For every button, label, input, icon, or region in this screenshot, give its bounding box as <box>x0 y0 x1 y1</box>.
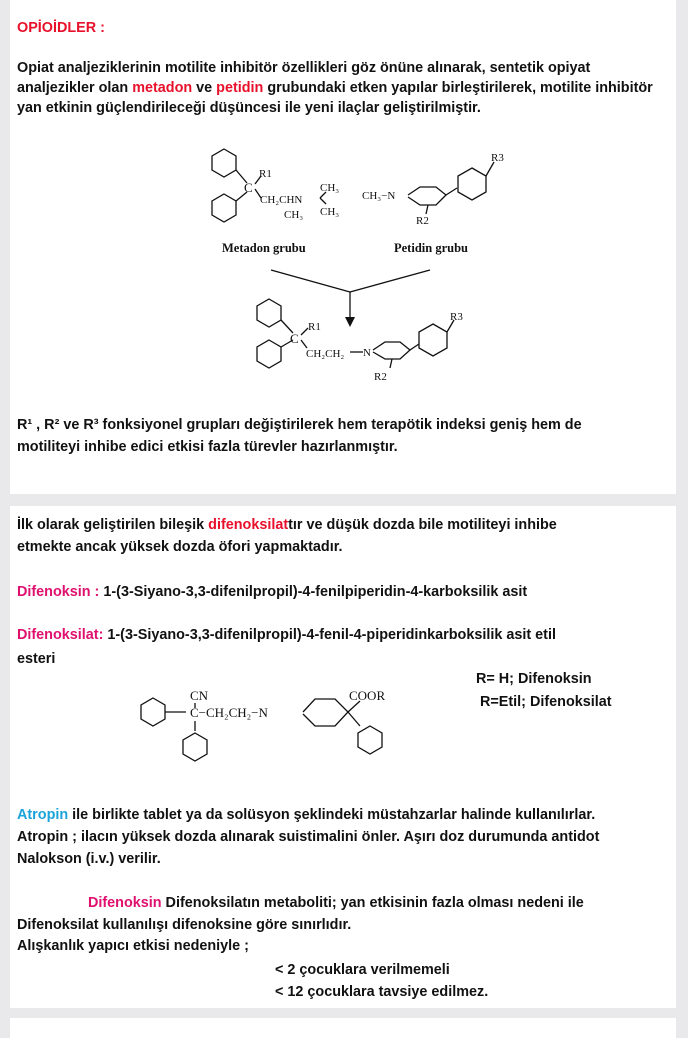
difenoksilat-definition: Difenoksilat: 1-(3-Siyano-3,3-difenilpropil)-4-fenil-4-piperidinkarboksilik asit etil <box>17 627 556 643</box>
difenoksin-label: Difenoksin : <box>17 584 100 600</box>
svg-text:COOR: COOR <box>349 688 386 703</box>
merge-arrow <box>271 270 430 327</box>
svg-text:R2: R2 <box>416 215 429 227</box>
svg-text:R1: R1 <box>259 168 272 180</box>
metabolite-line-2: Difenoksilat kullanılışı difenoksine göre sınırlıdır. <box>17 917 352 933</box>
atropin-highlight: Atropin <box>17 807 69 823</box>
svg-text:R2: R2 <box>374 371 387 383</box>
r-groups-line-1: R¹ , R² ve R³ fonksiyonel grupları değiştirilerek hem terapötik indeksi geniş hem de <box>17 417 582 433</box>
difenoksilat-structure <box>10 676 470 786</box>
svg-text:C: C <box>244 180 253 195</box>
intro-line-1: Opiat analjeziklerinin motilite inhibitör özellikleri göz önüne alınarak, sentetik opiyat <box>17 60 591 76</box>
svg-text:CH₃−N: CH₃−N <box>362 190 396 202</box>
svg-text:CH₂CH₂: CH₂CH₂ <box>306 348 345 360</box>
svg-text:CH₂CHN: CH₂CHN <box>260 194 303 206</box>
svg-text:R3: R3 <box>450 311 463 323</box>
svg-text:CH₃: CH₃ <box>320 206 340 218</box>
svg-text:CH₃: CH₃ <box>284 209 304 221</box>
r-groups-line-2: motiliteyi inhibe edici etkisi fazla türevler hazırlanmıştır. <box>17 439 398 455</box>
atropin-line-1: Atropin ile birlikte tablet ya da solüsyon şeklindeki müstahzarlar halinde kullanılırlar. <box>17 807 596 823</box>
svg-text:N: N <box>363 347 371 359</box>
atropin-line-2: Atropin ; ilacın yüksek dozda alınarak suistimalini önler. Aşırı doz durumunda antidot <box>17 829 600 845</box>
r-h-note: R= H; Difenoksin <box>476 671 592 687</box>
opioid-structure-diagram <box>10 140 676 390</box>
age-limit-1: < 2 çocuklara verilmemeli <box>275 962 450 978</box>
difenoksin-highlight: Difenoksin <box>88 895 162 911</box>
petidin-highlight: petidin <box>216 80 264 96</box>
difenoksilat-highlight: difenoksilat <box>208 517 289 533</box>
metadon-highlight: metadon <box>132 80 193 96</box>
next-card-edge <box>10 1018 676 1038</box>
metabolite-line-1: Difenoksin Difenoksilatın metaboliti; yan etkisinin fazla olması nedeni ile <box>88 895 584 911</box>
svg-text:CH₃: CH₃ <box>320 182 340 194</box>
opioid-card <box>10 0 676 494</box>
difenoksilat-card <box>10 506 676 1008</box>
petidin-label: Petidin grubu <box>394 241 468 255</box>
first-compound-line-1: İlk olarak geliştirilen bileşik difenoksilattır ve düşük dozda bile motiliteyi inhibe <box>17 517 557 533</box>
combined-structure <box>257 299 463 383</box>
habit-line: Alışkanlık yapıcı etkisi nedeniyle ; <box>17 938 249 954</box>
difenoksin-definition: Difenoksin : 1-(3-Siyano-3,3-difenilpropil)-4-fenilpiperidin-4-karboksilik asit <box>17 584 528 600</box>
svg-text:R1: R1 <box>308 321 321 333</box>
difenoksilat-definition-cont: esteri <box>17 651 56 667</box>
svg-text:C: C <box>290 331 299 346</box>
difenoksilat-label: Difenoksilat: <box>17 627 104 643</box>
age-limit-2: < 12 çocuklara tavsiye edilmez. <box>275 984 489 1000</box>
first-compound-line-2: etmekte ancak yüksek dozda öfori yapmaktadır. <box>17 539 343 555</box>
svg-text:C−CH₂CH₂−N: C−CH₂CH₂−N <box>190 705 268 720</box>
petidin-structure <box>362 152 504 255</box>
svg-text:CN: CN <box>190 688 209 703</box>
svg-text:R3: R3 <box>491 152 504 164</box>
r-etil-note: R=Etil; Difenoksilat <box>480 694 612 710</box>
intro-line-2: analjezikler olan metadon ve petidin grubundaki etken yapılar birleştirilerek, motilite inhibitör <box>17 80 653 96</box>
metadon-label: Metadon grubu <box>222 241 306 255</box>
atropin-line-3: Nalokson (i.v.) verilir. <box>17 851 161 867</box>
section-title: OPİOİDLER : <box>17 20 105 36</box>
intro-line-3: yan etkinin güçlendirileceği düşüncesi ile yeni ilaçlar geliştirilmiştir. <box>17 100 481 116</box>
metadon-structure <box>212 149 339 255</box>
